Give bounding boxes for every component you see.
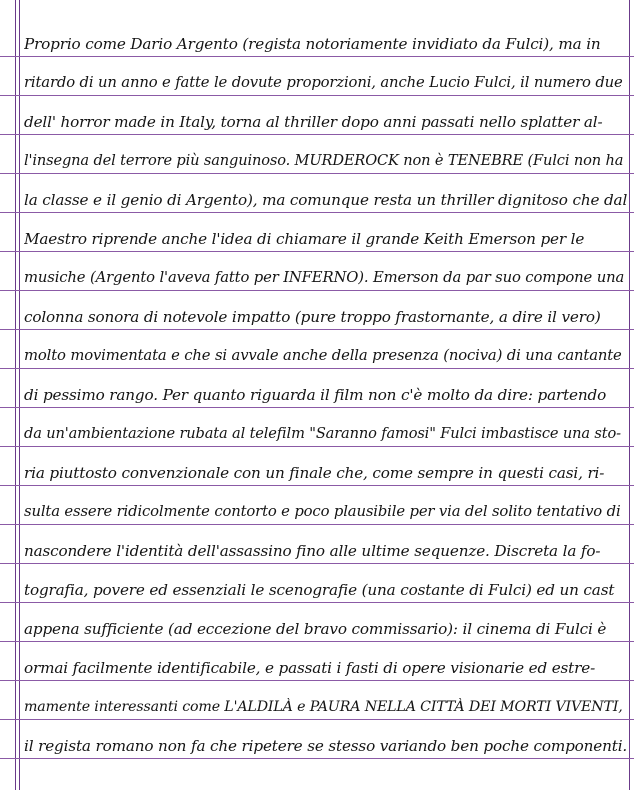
text-line-7: musiche (Argento l'aveva fatto per INFERNO). Emerson da par suo compone una bbox=[24, 269, 625, 286]
text-line-10: di pessimo rango. Per quanto riguarda il film non c'è molto da dire: partendo bbox=[24, 386, 607, 404]
text-line-17: ormai facilmente identificabile, e passati i fasti di opere visionarie ed estre- bbox=[24, 659, 596, 677]
text-line-16: appena sufficiente (ad eccezione del bravo commissario): il cinema di Fulci è bbox=[24, 620, 607, 638]
text-line-8: colonna sonora di notevole impatto (pure troppo frastornante, a dire il vero) bbox=[24, 308, 601, 326]
text-line-15: tografia, povere ed essenziali le scenografie (una costante di Fulci) ed un cast bbox=[24, 581, 615, 599]
text-line-6: Maestro riprende anche l'idea di chiamare il grande Keith Emerson per le bbox=[24, 230, 585, 248]
text-line-18: mamente interessanti come L'ALDILÀ e PAURA NELLA CITTÀ DEI MORTI VIVENTI, bbox=[24, 699, 623, 715]
text-line-2: ritardo di un anno e fatte le dovute proporzioni, anche Lucio Fulci, il numero due bbox=[24, 74, 623, 91]
text-line-5: la classe e il genio di Argento), ma comunque resta un thriller dignitoso che dal bbox=[24, 191, 627, 209]
left-margin-rule bbox=[15, 0, 16, 790]
text-line-3: dell' horror made in Italy, torna al thriller dopo anni passati nello splatter al- bbox=[24, 113, 603, 131]
right-margin-rule bbox=[629, 0, 630, 790]
text-line-13: sulta essere ridicolmente contorto e poco plausibile per via del solito tentativo di bbox=[24, 503, 621, 520]
text-line-1: Proprio come Dario Argento (regista notoriamente invidiato da Fulci), ma in bbox=[24, 35, 601, 53]
text-line-9: molto movimentata e che si avvale anche della presenza (nociva) di una cantante bbox=[24, 347, 622, 364]
left-margin-rule-inner bbox=[19, 0, 20, 790]
text-line-12: ria piuttosto convenzionale con un finale che, come sempre in questi casi, ri- bbox=[24, 464, 605, 482]
text-line-19: il regista romano non fa che ripetere se stesso variando ben poche componenti. bbox=[24, 737, 627, 755]
text-line-11: da un'ambientazione rubata al telefilm "Saranno famosi" Fulci imbastisce una sto- bbox=[24, 425, 621, 442]
text-line-4: l'insegna del terrore più sanguinoso. MURDEROCK non è TENEBRE (Fulci non ha bbox=[24, 152, 624, 169]
text-line-14: nascondere l'identità dell'assassino fino alle ultime sequenze. Discreta la fo- bbox=[24, 542, 601, 560]
